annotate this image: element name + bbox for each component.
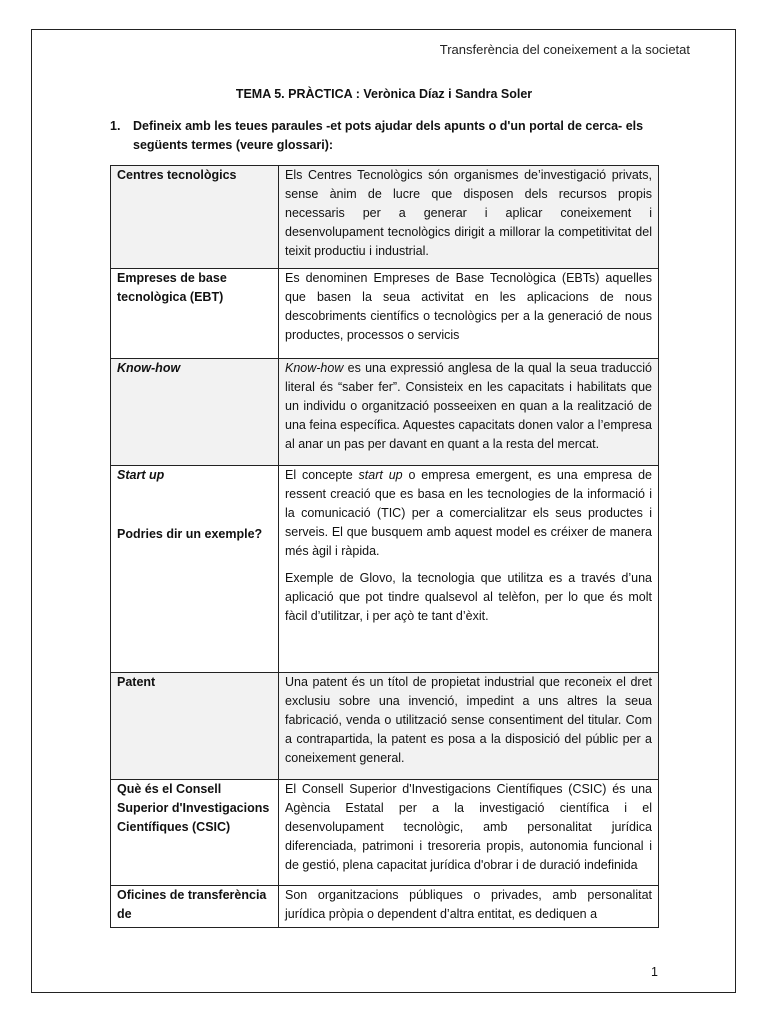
glossary-table	[110, 165, 659, 928]
definition-cell: Son organitzacions públiques o privades, amb personalitat jurídica pròpia o dependent d’altra entitat, es dediquen a	[279, 886, 659, 928]
definition-cell: Una patent és un títol de propietat industrial que reconeix el dret exclusiu sobre una invenció, impedint a uns altres la seua fabricació, venda o utilització sense consentiment del titular. Com a contrapartida, la patent es posa a la disposició del públic per a coneixement general.	[279, 673, 659, 780]
definition-text: es una expressió anglesa de la qual la seua traducció literal és “saber fer”. Consisteix en les capacitats i habilitats que un individu o organització posseeixen en quan a la realització de una feina específica. Aquestes capacitats donen valor a l’empresa al anar un pas per davant en quant a la resta del mercat.	[285, 361, 652, 451]
document-title: TEMA 5. PRÀCTICA : Verònica Díaz i Sandra Soler	[235, 87, 533, 101]
table-row	[111, 673, 659, 780]
definition-cell	[279, 359, 659, 466]
term-label: Start up	[117, 468, 165, 482]
table-row	[111, 359, 659, 466]
definition-cell: Els Centres Tecnològics són organismes de’investigació privats, sense ànim de lucre que disposen dels recursos propis necessaris per a generar i aplicar coneixement i desenvolupament tecnològics dirigit a millorar la competitivitat del teixit productiu i industrial.	[279, 166, 659, 269]
question-1	[110, 117, 653, 155]
table-row	[111, 886, 659, 928]
term-label: Oficines de transferència de	[117, 888, 267, 921]
definition-lead: Know-how	[285, 361, 344, 375]
table-row	[111, 780, 659, 886]
definition-italic: start up	[358, 468, 403, 482]
term-label: Empreses de base tecnològica (EBT)	[117, 271, 227, 304]
term-label: Know-how	[117, 361, 181, 375]
definition-text: El concepte	[285, 468, 359, 482]
term-cell	[111, 466, 279, 673]
table-row	[111, 269, 659, 359]
term-question: Podries dir un exemple?	[117, 527, 263, 541]
term-cell	[111, 166, 279, 269]
definition-cell	[279, 466, 659, 673]
term-cell	[111, 673, 279, 780]
definition-cell: El Consell Superior d'Investigacions Científiques (CSIC) és una Agència Estatal per a la investigació científica i el desenvolupament tecnològic, amb personalitat jurídica diferenciada, patrimoni i tresoreria propis, autonomia funcional i de gestió, plena capacitat jurídica d'obrar i de duració indefinida	[279, 780, 659, 886]
term-label: Què és el Consell Superior d'Investigacions Científiques (CSIC)	[117, 782, 270, 834]
definition-cell: Es denominen Empreses de Base Tecnològica (EBTs) aquelles que basen la seua activitat en les aplicacions de nous descobriments científics o tecnològics per a la generació de nous productes, processos o servicis	[279, 269, 659, 359]
table-row	[111, 166, 659, 269]
question-number: 1.	[110, 119, 121, 133]
term-cell	[111, 269, 279, 359]
term-cell	[111, 359, 279, 466]
term-cell	[111, 886, 279, 928]
running-header: Transferència del coneixement a la societat	[439, 42, 690, 57]
table-row	[111, 466, 659, 673]
example-text: Exemple de Glovo, la tecnologia que utilitza es a través d’una aplicació que pot tindre qualsevol al telèfon, per lo que és molt fàcil d’utilitzar, i per açò te tant d’èxit.	[285, 571, 652, 623]
term-cell	[111, 780, 279, 886]
term-label: Patent	[117, 675, 156, 689]
definition-text: o empresa emergent, es una empresa de ressent creació que es basa en les tecnologies de la informació i la comunicació (TIC) per a comercialitzar els seus productes i serveis. El que busquem amb aquest model es créixer de manera més àgil i ràpida.	[285, 468, 652, 558]
page-number: 1	[651, 965, 658, 979]
question-text: Defineix amb les teues paraules -et pots ajudar dels apunts o d'un portal de cerca- els següents termes (veure glossari):	[133, 119, 644, 152]
term-label: Centres tecnològics	[117, 168, 237, 182]
